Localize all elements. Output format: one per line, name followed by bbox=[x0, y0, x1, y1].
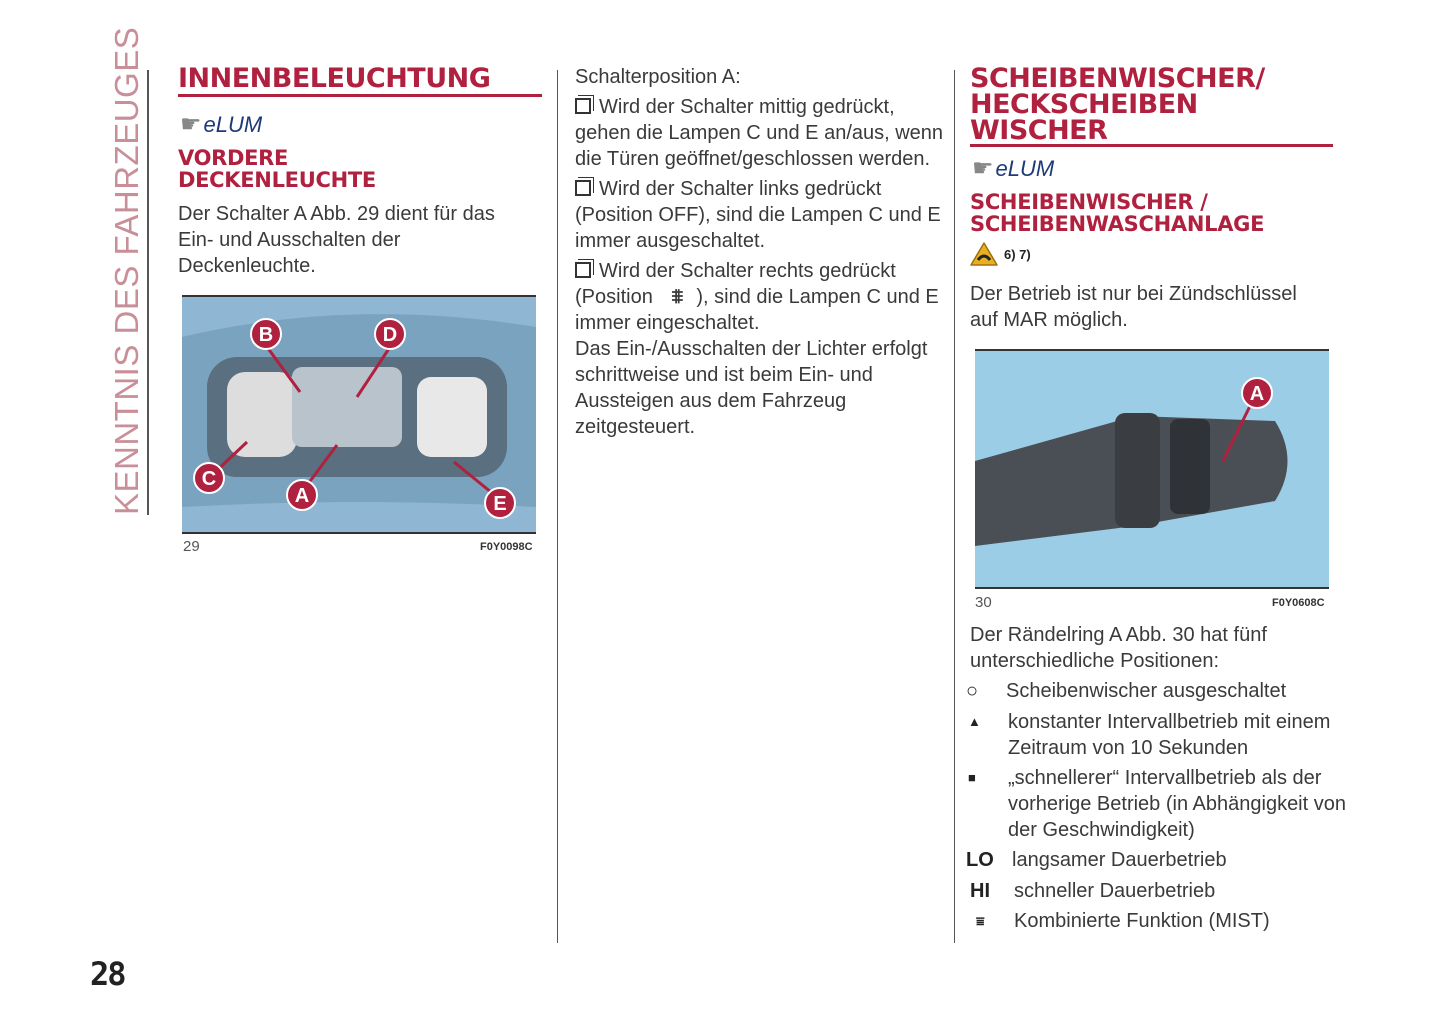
position-symbol: LO bbox=[966, 849, 994, 871]
checkbox-bullet-icon bbox=[575, 98, 591, 114]
position-item bbox=[968, 765, 1348, 843]
title-line: HECKSCHEIBEN bbox=[970, 89, 1198, 120]
figure-code: F0Y0098C bbox=[480, 541, 533, 553]
title-line: SCHEIBENWISCHER/ bbox=[970, 63, 1265, 94]
section-title: INNENBELEUCHTUNG bbox=[178, 66, 542, 97]
callout-label: C bbox=[201, 468, 217, 490]
callout-label: B bbox=[258, 324, 274, 346]
title-line: WISCHER bbox=[970, 115, 1108, 146]
checkbox-bullet-icon bbox=[575, 180, 591, 196]
body-text: Der Rändelring A Abb. 30 hat fünf unterschiedliche Positionen: bbox=[970, 624, 1267, 672]
warning-triangle-icon bbox=[970, 241, 998, 267]
side-divider bbox=[147, 70, 149, 515]
figure-wiper-stalk bbox=[975, 349, 1329, 589]
position-text: „schnellerer“ Intervallbetrieb als der vorherige Betrieb (in Abhängigkeit von der Geschwindigkeit) bbox=[1008, 767, 1346, 841]
list-item bbox=[575, 176, 945, 254]
mist-icon: ⩸ bbox=[976, 913, 985, 929]
subtitle-line: SCHEIBENWASCHANLAGE bbox=[970, 212, 1265, 236]
figure-number: 30 bbox=[975, 594, 992, 611]
body-text: Der Betrieb ist nur bei Zündschlüssel auf MAR möglich. bbox=[970, 283, 1297, 331]
callout-label: A bbox=[294, 485, 310, 507]
checkbox-bullet-icon bbox=[575, 262, 591, 278]
position-symbol: HI bbox=[970, 880, 990, 902]
position-item bbox=[976, 908, 1270, 934]
section-title bbox=[970, 63, 1333, 147]
list-item-text: Wird der Schalter rechts gedrückt (Position bbox=[575, 260, 896, 308]
column-2-text bbox=[575, 64, 945, 440]
figure-number: 29 bbox=[183, 538, 200, 555]
wiper-stalk-illustration bbox=[975, 351, 1329, 587]
callout-label: A bbox=[1249, 383, 1265, 405]
elum-badge bbox=[972, 154, 1054, 183]
subtitle-line: DECKENLEUCHTE bbox=[178, 168, 376, 192]
section-side-title: KENNTNIS DES FAHRZEUGES bbox=[108, 26, 145, 515]
position-text: Kombinierte Funktion (MIST) bbox=[1014, 910, 1270, 932]
position-item bbox=[970, 878, 1215, 904]
position-item bbox=[966, 678, 1286, 704]
subtitle-line: VORDERE bbox=[178, 146, 289, 170]
list-item bbox=[575, 94, 945, 172]
callout-label: D bbox=[382, 324, 398, 346]
position-text: schneller Dauerbetrieb bbox=[1014, 880, 1216, 902]
pointing-hand-icon: ☛ bbox=[972, 155, 994, 182]
elum-badge bbox=[180, 110, 262, 139]
position-text: langsamer Dauerbetrieb bbox=[1012, 849, 1227, 871]
column-divider bbox=[954, 70, 955, 943]
list-item-text: Wird der Schalter links gedrückt (Position OFF), sind die Lampen C und E immer ausgeschaltet. bbox=[575, 178, 941, 252]
outro-text: Das Ein-/Ausschalten der Lichter erfolgt schrittweise und ist beim Ein- und Aussteigen aus dem Fahrzeug zeitgesteuert. bbox=[575, 338, 928, 438]
subtitle-line: SCHEIBENWISCHER / bbox=[970, 190, 1208, 214]
ceiling-light-illustration bbox=[182, 297, 536, 532]
page-number: 28 bbox=[90, 955, 125, 993]
figure-ceiling-light bbox=[182, 295, 536, 534]
subsection-title bbox=[970, 191, 1264, 235]
ceiling-lamp-on-icon: ⩨ bbox=[671, 286, 684, 308]
body-text: Der Schalter A Abb. 29 dient für das Ein- und Ausschalten der Deckenleuchte. bbox=[178, 203, 495, 277]
subsection-title bbox=[178, 147, 376, 191]
position-item bbox=[966, 847, 1227, 873]
position-text: konstanter Intervallbetrieb mit einem Zeitraum von 10 Sekunden bbox=[1008, 711, 1331, 759]
pointing-hand-icon: ☛ bbox=[180, 111, 202, 138]
elum-label: eLUM bbox=[203, 111, 263, 137]
interval-fast-icon: ■ bbox=[968, 770, 976, 785]
callout-label: E bbox=[493, 493, 507, 515]
intro-text: Schalterposition A: bbox=[575, 66, 741, 88]
list-item-text: Wird der Schalter mittig gedrückt, gehen die Lampen C und E an/aus, wenn die Türen geöffnet/geschlossen werden. bbox=[575, 96, 944, 170]
off-circle-icon: ○ bbox=[966, 680, 979, 702]
elum-label: eLUM bbox=[995, 155, 1055, 181]
column-divider bbox=[557, 70, 558, 943]
interval-slow-icon: ▲ bbox=[968, 714, 981, 729]
warning-reference bbox=[970, 241, 1031, 267]
position-text: Scheibenwischer ausgeschaltet bbox=[1006, 680, 1287, 702]
list-item bbox=[575, 258, 945, 336]
position-item bbox=[968, 709, 1348, 761]
figure-code: F0Y0608C bbox=[1272, 597, 1325, 609]
list-item-text: ), sind die Lampen C und E immer eingeschaltet. bbox=[575, 286, 939, 334]
warning-refs: 6) 7) bbox=[1004, 246, 1031, 262]
